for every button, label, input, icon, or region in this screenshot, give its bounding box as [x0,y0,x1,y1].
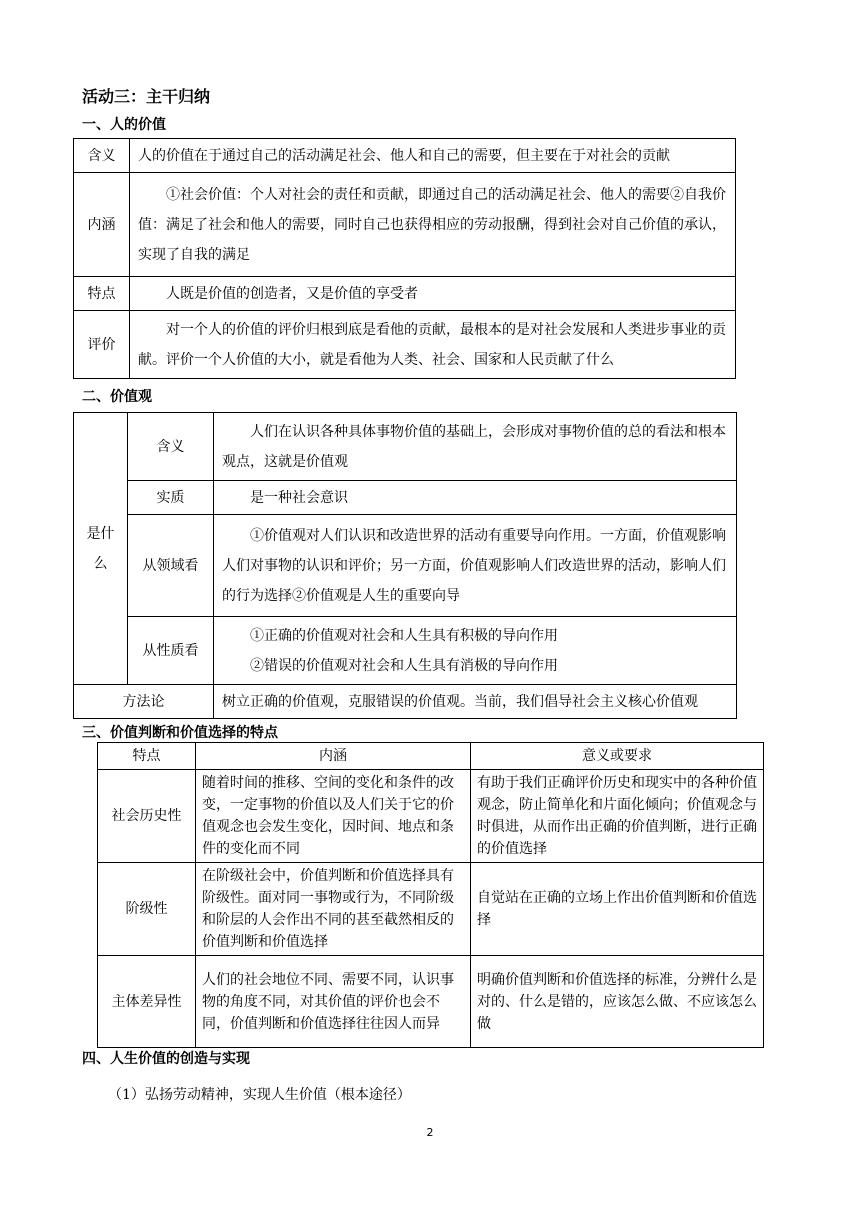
content-line: ①正确的价值观对社会和人生具有积极的导向作用 [250,627,558,644]
row-label: 内涵 [74,173,130,277]
feature-cell: 主体差异性 [98,956,196,1048]
table-row [74,277,736,311]
row-content [214,617,737,685]
meaning-cell: 随着时间的推移、空间的变化和条件的改变，一定事物的价值以及人们关于它的价值观念也会发生变化，因时间、地点和条件的变化而不同 [196,770,471,863]
row-content: ①价值观对人们认识和改造世界的活动有重要导向作用。一方面，价值观影响人们对事物的认识和评价；另一方面，价值观影响人们改造世界的活动，影响人们的行为选择②价值观是人生的重要向导 [214,515,737,617]
table-row [98,770,764,863]
table-row [74,617,737,685]
judgment-table [97,742,764,1048]
person-value-table [73,138,736,379]
row-label: 实质 [128,481,214,515]
page-number: 2 [426,1126,434,1139]
requirement-cell: 有助于我们正确评价历史和现实中的各种价值观念，防止简单化和片面化倾向；价值观念与时俱进，从而作出正确的价值判断，进行正确的价值选择 [471,770,764,863]
requirement-cell: 自觉站在正确的立场上作出价值判断和价值选择 [471,863,764,956]
table-row [74,481,737,515]
table-row [74,413,737,481]
header-cell: 内涵 [196,743,471,770]
values-table [73,412,737,719]
table-row [74,173,736,277]
row-content: 人们在认识各种具体事物价值的基础上，会形成对事物价值的总的看法和根本观点，这就是价值观 [214,413,737,481]
row-label: 含义 [128,413,214,481]
group-label: 是什么 [74,413,128,685]
table-row [74,311,736,379]
row-label: 从性质看 [128,617,214,685]
feature-cell: 阶级性 [98,863,196,956]
row-content: 是一种社会意识 [214,481,737,515]
activity-title: 活动三：主干归纳 [82,87,211,106]
table-row [74,139,736,173]
requirement-cell: 明确价值判断和价值选择的标准，分辨什么是对的、什么是错的，应该怎么做、不应该怎么做 [471,956,764,1048]
row-content: 人既是价值的创造者，又是价值的享受者 [130,277,736,311]
row-content: 树立正确的价值观，克服错误的价值观。当前，我们倡导社会主义核心价值观 [214,685,737,719]
header-cell: 特点 [98,743,196,770]
section2-heading: 二、价值观 [82,389,152,405]
feature-cell: 社会历史性 [98,770,196,863]
row-label: 特点 [74,277,130,311]
header-cell: 意义或要求 [471,743,764,770]
paragraph: （1）弘扬劳动精神，实现人生价值（根本途径） [108,1087,411,1103]
table-row [74,515,737,617]
section4-heading: 四、人生价值的创造与实现 [82,1051,250,1067]
row-label: 评价 [74,311,130,379]
row-content: 人的价值在于通过自己的活动满足社会、他人和自己的需要，但主要在于对社会的贡献 [130,139,736,173]
row-content: ①社会价值：个人对社会的责任和贡献，即通过自己的活动满足社会、他人的需要②自我价值：满足了社会和他人的需要，同时自己也获得相应的劳动报酬，得到社会对自己价值的承认，实现了自我的满足 [130,173,736,277]
table-row [74,685,737,719]
section3-heading: 三、价值判断和价值选择的特点 [82,725,278,741]
table-row [98,863,764,956]
row-content: 对一个人的价值的评价归根到底是看他的贡献，最根本的是对社会发展和人类进步事业的贡献。评价一个人价值的大小，就是看他为人类、社会、国家和人民贡献了什么 [130,311,736,379]
section1-heading: 一、人的价值 [82,117,166,133]
row-label: 方法论 [74,685,214,719]
row-label: 从领域看 [128,515,214,617]
content-line: ②错误的价值观对社会和人生具有消极的导向作用 [250,657,558,674]
meaning-cell: 人们的社会地位不同、需要不同，认识事物的角度不同，对其价值的评价也会不同，价值判断和价值选择往往因人而异 [196,956,471,1048]
meaning-cell: 在阶级社会中，价值判断和价值选择具有阶级性。面对同一事物或行为，不同阶级和阶层的人会作出不同的甚至截然相反的价值判断和价值选择 [196,863,471,956]
table-row [98,956,764,1048]
row-label: 含义 [74,139,130,173]
table-header-row [98,743,764,770]
